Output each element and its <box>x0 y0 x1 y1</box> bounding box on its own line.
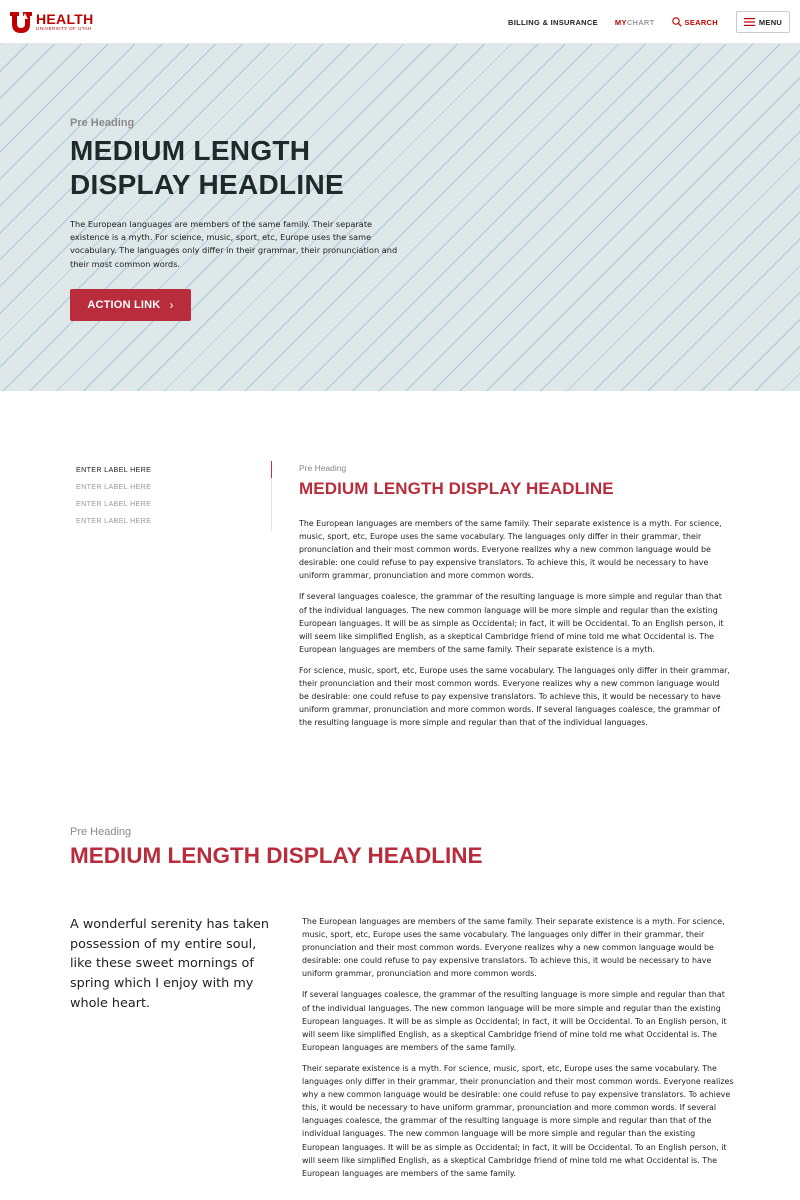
paragraph: If several languages coalesce, the grammar of the resulting language is more simple and regular than that of the individual languages. The new common language will be more simple and regular than the existing European languages. It will be as simple as Occidental; in fact, it will be Occidental. To an English person, it will seem like simplified English, as a skeptical Cambridge friend of mine told me what Occidental is. The European languages are members of the same family. <box>302 990 727 1052</box>
side-nav-item[interactable]: ENTER LABEL HERE <box>76 482 152 491</box>
logo-subtext: UNIVERSITY OF UTAH <box>36 26 92 31</box>
hero-banner <box>0 44 800 391</box>
hero-body-text: The European languages are members of the same family. Their separate existence is a myth. For science, music, sport, etc, Europe uses the same vocabulary. The languages only differ in their grammar, their pronunciation and their most common words. <box>70 219 398 269</box>
block-u-logo-icon <box>9 10 33 34</box>
university-of-utah-health-logo[interactable] <box>9 10 94 34</box>
paragraph: The European languages are members of the same family. Their separate existence is a myth. For science, music, sport, etc, Europe uses the same vocabulary. The languages only differ in their grammar, their pronunciation and their most common words. Everyone realizes why a new common language would be desirable: one could refuse to pay expensive translators. To achieve this, it would be necessary to have uniform grammar, pronunciation and more common words. <box>299 519 722 581</box>
nav-mychart-link[interactable] <box>615 18 655 27</box>
hero-pre-heading: Pre Heading <box>70 117 135 129</box>
menu-button[interactable] <box>736 11 790 33</box>
paragraph: For science, music, sport, etc, Europe uses the same vocabulary. The languages only differ in their grammar, their pronunciation and their most common words. Everyone realizes why a new common language would be desirable: one could refuse to pay expensive translators. To achieve this, it would be necessary to have uniform grammar, pronunciation and more common words. If several languages coalesce, the grammar of the resulting language is more simple and regular than that of the individual languages. <box>299 665 730 728</box>
search-icon <box>672 17 682 27</box>
nav-search-button[interactable] <box>672 17 718 27</box>
paragraph: The European languages are members of the same family. Their separate existence is a myth. For science, music, sport, etc, Europe uses the same vocabulary. The languages only differ in their grammar, their pronunciation and their most common words. Everyone realizes why a new common language would be desirable: one could refuse to pay expensive translators. To achieve this, it would be necessary to have uniform grammar, pronunciation and more common words. <box>302 917 725 979</box>
side-nav-item[interactable]: ENTER LABEL HERE <box>76 499 152 508</box>
side-nav <box>76 466 151 534</box>
site-header <box>0 0 800 44</box>
hero-title: MEDIUM LENGTH DISPLAY HEADLINE <box>70 135 344 200</box>
mychart-suffix: CHART <box>626 17 655 27</box>
nav-billing-insurance-link[interactable]: BILLING & INSURANCE <box>508 17 598 27</box>
menu-label: MENU <box>758 17 783 27</box>
hamburger-icon <box>744 18 755 26</box>
chevron-right-icon: › <box>169 298 174 312</box>
action-link-button[interactable] <box>70 289 191 321</box>
paragraph: If several languages coalesce, the grammar of the resulting language is more simple and regular than that of the individual languages. The new common language will be more simple and regular than the existing European languages. It will be as simple as Occidental; in fact, it will be Occidental. To an English person, it will seem like simplified English, as a skeptical Cambridge friend of mine told me what Occidental is. The European languages are members of the same family. Their separate existence is a myth. <box>299 592 724 654</box>
top-nav <box>508 11 790 33</box>
side-nav-item[interactable]: ENTER LABEL HERE <box>76 465 152 474</box>
section3-title: MEDIUM LENGTH DISPLAY HEADLINE <box>70 843 483 868</box>
side-nav-active-indicator <box>271 461 272 478</box>
search-label: SEARCH <box>684 17 718 27</box>
action-link-label: ACTION LINK <box>87 299 161 311</box>
section2-body <box>299 517 731 737</box>
section3-body <box>302 915 734 1188</box>
mychart-prefix: MY <box>614 17 627 27</box>
section2-pre-heading: Pre Heading <box>299 463 347 473</box>
section3-lead-quote: A wonderful serenity has taken possession of my entire soul, like these sweet mornings of spring which I enjoy with my whole heart. <box>70 917 269 1011</box>
section3-pre-heading: Pre Heading <box>70 826 132 838</box>
section2-title: MEDIUM LENGTH DISPLAY HEADLINE <box>299 479 614 498</box>
paragraph: Their separate existence is a myth. For science, music, sport, etc, Europe uses the same vocabulary. The languages only differ in their grammar, their pronunciation and their most common words. Everyone realizes why a new common language would be desirable: one could refuse to pay expensive translators. To achieve this, it would be necessary to have uniform grammar, pronunciation and more common words. If several languages coalesce, the grammar of the resulting language is more simple and regular than that of the individual languages. The new common language will be more simple and regular than the existing European languages. It will be as simple as Occidental; in fact, it will be Occidental. To an English person, it will seem like simplified English, as a skeptical Cambridge friend of mine told me what Occidental is. The European languages are members of the same family. <box>302 1063 734 1178</box>
logo-health-text: HEALTH <box>36 11 94 27</box>
side-nav-item[interactable]: ENTER LABEL HERE <box>76 516 152 525</box>
